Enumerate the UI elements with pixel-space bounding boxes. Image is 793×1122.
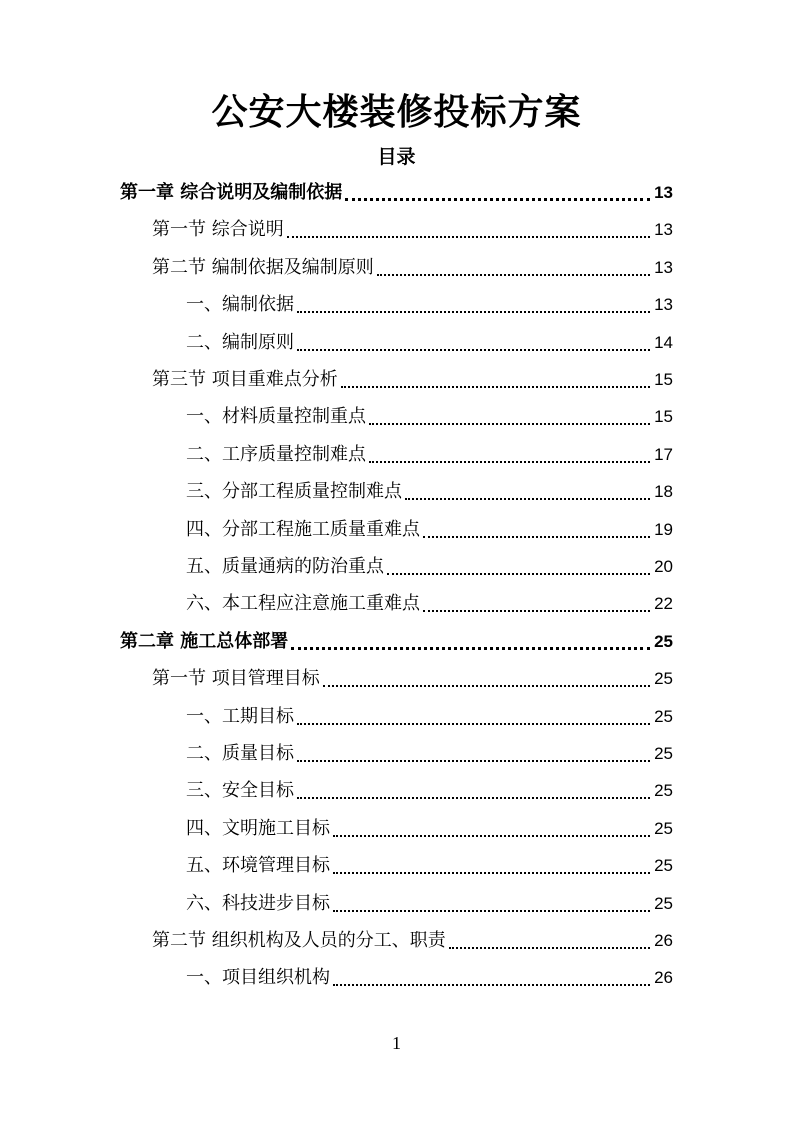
toc-entry-label: 三、分部工程质量控制难点 xyxy=(186,481,402,502)
toc-entry-label: 二、质量目标 xyxy=(186,743,294,764)
toc-dot-leader xyxy=(297,760,650,762)
toc-entry-page: 13 xyxy=(654,258,673,277)
toc-entry-page: 26 xyxy=(654,931,673,950)
toc-dot-leader xyxy=(449,947,650,949)
toc-entry-label: 第三节 项目重难点分析 xyxy=(152,369,338,390)
toc-entry[interactable] xyxy=(186,324,673,361)
toc-entry[interactable] xyxy=(186,398,673,435)
toc-entry-page: 13 xyxy=(654,295,673,314)
toc-entry[interactable] xyxy=(186,436,673,473)
toc-dot-leader xyxy=(405,498,650,500)
toc-entry[interactable] xyxy=(186,810,673,847)
toc-entry-page: 18 xyxy=(654,482,673,501)
toc-dot-leader xyxy=(297,311,650,313)
toc-entry[interactable] xyxy=(186,772,673,809)
toc-entry-label: 四、分部工程施工质量重难点 xyxy=(186,519,420,540)
toc-entry[interactable] xyxy=(186,548,673,585)
toc-entry-page: 25 xyxy=(654,669,673,688)
toc-dot-leader xyxy=(297,797,650,799)
toc-entry[interactable] xyxy=(120,623,673,660)
toc-entry-page: 22 xyxy=(654,594,673,613)
toc-entry-page: 17 xyxy=(654,445,673,464)
toc-entry-label: 一、工期目标 xyxy=(186,706,294,727)
toc-dot-leader xyxy=(369,423,650,425)
toc-entry[interactable] xyxy=(152,211,673,248)
toc-dot-leader xyxy=(387,573,650,575)
toc-dot-leader xyxy=(369,461,650,463)
toc-entry-label: 二、编制原则 xyxy=(186,332,294,353)
toc-entry-label: 第二节 组织机构及人员的分工、职责 xyxy=(152,930,446,951)
toc-entry[interactable] xyxy=(152,660,673,697)
toc-entry-label: 六、科技进步目标 xyxy=(186,893,330,914)
toc-entry-label: 五、环境管理目标 xyxy=(186,855,330,876)
toc-entry-label: 第一节 项目管理目标 xyxy=(152,668,320,689)
toc-entry-page: 14 xyxy=(654,333,673,352)
toc-entry-label: 四、文明施工目标 xyxy=(186,818,330,839)
document-title: 公安大楼装修投标方案 xyxy=(211,92,582,133)
toc-entry-label: 二、工序质量控制难点 xyxy=(186,444,366,465)
toc-entry-label: 三、安全目标 xyxy=(186,780,294,801)
toc-entry[interactable] xyxy=(186,959,673,996)
toc-entry-label: 第二章 施工总体部署 xyxy=(120,631,289,652)
toc-entry-page: 25 xyxy=(654,819,673,838)
toc-heading: 目录 xyxy=(377,146,416,168)
toc-entry[interactable] xyxy=(186,473,673,510)
toc-dot-leader xyxy=(333,984,650,986)
toc-entry-page: 19 xyxy=(654,520,673,539)
toc-entry-label: 第一章 综合说明及编制依据 xyxy=(120,182,343,203)
toc-entry-label: 第一节 综合说明 xyxy=(152,219,284,240)
toc-dot-leader xyxy=(287,236,650,238)
toc-dot-leader xyxy=(345,198,650,201)
toc-entry-page: 20 xyxy=(654,557,673,576)
toc-dot-leader xyxy=(297,723,650,725)
toc-entry-page: 13 xyxy=(654,183,673,202)
toc-dot-leader xyxy=(291,647,650,650)
toc-dot-leader xyxy=(333,872,650,874)
toc-entry[interactable] xyxy=(186,585,673,622)
toc-dot-leader xyxy=(297,349,650,351)
toc-entry-page: 25 xyxy=(654,744,673,763)
toc-entry[interactable] xyxy=(152,361,673,398)
toc-dot-leader xyxy=(423,610,650,612)
toc-entry[interactable] xyxy=(120,174,673,211)
toc-entry[interactable] xyxy=(186,735,673,772)
toc-entry[interactable] xyxy=(186,698,673,735)
toc-entry-label: 一、项目组织机构 xyxy=(186,967,330,988)
toc-entry-page: 25 xyxy=(654,894,673,913)
toc-dot-leader xyxy=(377,274,650,276)
toc-dot-leader xyxy=(333,910,650,912)
toc-dot-leader xyxy=(333,835,650,837)
toc-entry-page: 15 xyxy=(654,407,673,426)
toc-entry-label: 五、质量通病的防治重点 xyxy=(186,556,384,577)
toc-entry-page: 13 xyxy=(654,220,673,239)
toc-entry-page: 25 xyxy=(654,632,673,651)
toc-entry[interactable] xyxy=(186,286,673,323)
page-number: 1 xyxy=(392,1033,401,1053)
toc-entry-page: 25 xyxy=(654,856,673,875)
toc-dot-leader xyxy=(323,685,650,687)
toc-entry[interactable] xyxy=(186,885,673,922)
toc-entry-label: 一、材料质量控制重点 xyxy=(186,406,366,427)
toc-entry-label: 六、本工程应注意施工重难点 xyxy=(186,593,420,614)
toc-entry-page: 25 xyxy=(654,707,673,726)
toc-entry-label: 一、编制依据 xyxy=(186,294,294,315)
toc-dot-leader xyxy=(423,536,650,538)
toc-entry[interactable] xyxy=(152,249,673,286)
toc-entry[interactable] xyxy=(152,922,673,959)
toc-entry-label: 第二节 编制依据及编制原则 xyxy=(152,257,374,278)
toc-dot-leader xyxy=(341,386,650,388)
toc-entry[interactable] xyxy=(186,511,673,548)
toc-entry-page: 15 xyxy=(654,370,673,389)
toc-entry-page: 25 xyxy=(654,781,673,800)
toc-entry[interactable] xyxy=(186,847,673,884)
toc-entry-page: 26 xyxy=(654,968,673,987)
